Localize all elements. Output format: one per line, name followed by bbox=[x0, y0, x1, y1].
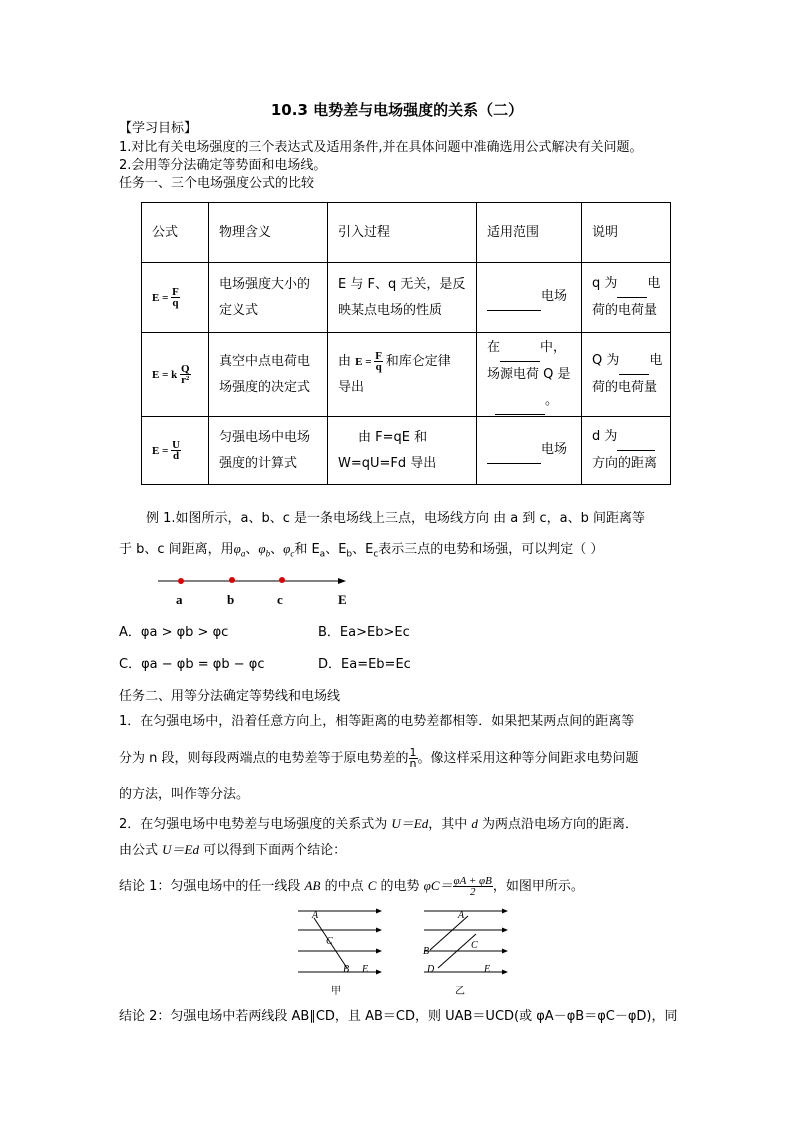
note-cell: Q 为 电 荷的电荷量 bbox=[582, 333, 671, 417]
conclusion-1: 结论 1：匀强电场中的任一线段 AB 的中点 C 的电势 φC＝ $\frac{\varphi A + \varphi B}{2}$ ，如图甲所示。 bbox=[119, 875, 584, 898]
label-c: c bbox=[277, 592, 283, 607]
arrow-icon bbox=[502, 970, 508, 975]
jia-label-b: B bbox=[343, 964, 350, 975]
table-row bbox=[142, 417, 671, 485]
formula-comparison-table bbox=[141, 202, 671, 485]
jia-label-a: A bbox=[312, 910, 319, 921]
process-cell: 由 E = $\frac{F}{q}$ 和库仑定律 导出 bbox=[328, 333, 477, 417]
arrow-icon bbox=[338, 578, 346, 584]
table-header: 引入过程 bbox=[328, 203, 477, 263]
table-header-row bbox=[142, 203, 671, 263]
yi-label-a: A bbox=[458, 910, 465, 921]
label-e: E bbox=[338, 592, 347, 607]
formula-uniform-field: E = $\frac{U}{d}$ bbox=[152, 439, 181, 463]
yi-label-c: C bbox=[471, 940, 478, 951]
task2-p2-line2: 由公式 U＝Ed 可以得到下面两个结论： bbox=[119, 842, 347, 858]
task2-heading: 任务二、用等分法确定等势线和电场线 bbox=[119, 689, 341, 704]
formula-cell bbox=[142, 417, 209, 485]
point-c bbox=[279, 577, 285, 583]
label-a: a bbox=[176, 592, 183, 607]
task2-p1-line3: 的方法，叫作等分法。 bbox=[119, 787, 250, 802]
meaning-cell: 电场强度大小的 定义式 bbox=[209, 263, 328, 333]
yi-label-e: E bbox=[484, 964, 491, 975]
formula-cell bbox=[142, 333, 209, 417]
formula-point-charge: E = k $\frac{Q}{\text{r²}}$ bbox=[152, 363, 190, 387]
option-b: B．Ea>Eb>Ec bbox=[318, 625, 410, 640]
segment-ab bbox=[430, 916, 468, 950]
objectives-heading: 【学习目标】 bbox=[119, 121, 198, 136]
caption-jia: 甲 bbox=[331, 986, 341, 997]
task1-heading: 任务一、三个电场强度公式的比较 bbox=[119, 176, 315, 191]
example1-line1: 例 1.如图所示，a、b、c 是一条电场线上三点，电场线方向 由 a 到 c，a、b 间距离等 bbox=[146, 511, 646, 526]
arrow-icon bbox=[376, 928, 382, 933]
objective-1: 1.对比有关电场强度的三个表达式及适用条件,并在具体问题中准确选用公式解决有关问题。 bbox=[119, 140, 643, 155]
objective-2: 2.会用等分法确定等势面和电场线。 bbox=[119, 158, 327, 173]
label-b: b bbox=[227, 592, 235, 607]
table-header: 说明 bbox=[582, 203, 671, 263]
point-a bbox=[178, 578, 184, 584]
point-b bbox=[229, 577, 235, 583]
option-a: A．φa > φb > φc bbox=[119, 625, 229, 640]
meaning-cell: 真空中点电荷电 场强度的决定式 bbox=[209, 333, 328, 417]
table-row bbox=[142, 333, 671, 417]
scope-cell: 电场 bbox=[477, 263, 582, 333]
table-header: 物理含义 bbox=[209, 203, 328, 263]
process-cell: E 与 F、q 无关，是反 映某点电场的性质 bbox=[328, 263, 477, 333]
conclusion-2: 结论 2：匀强电场中若两线段 AB∥CD，且 AB＝CD，则 UAB＝UCD(或 φA－φB＝φC－φD)，同 bbox=[119, 1009, 678, 1024]
caption-yi: 乙 bbox=[455, 986, 465, 997]
formula-cell bbox=[142, 263, 209, 333]
figure-jia bbox=[292, 906, 392, 981]
task2-p1-line1: 1．在匀强电场中，沿着任意方向上，相等距离的电势差都相等．如果把某两点间的距离等 bbox=[119, 714, 635, 729]
task2-p2-line1: 2．在匀强电场中电势差与电场强度的关系式为 U＝Ed，其中 d 为两点沿电场方向的距离． bbox=[119, 816, 639, 832]
option-d: D．Ea=Eb=Ec bbox=[318, 657, 411, 672]
arrow-icon bbox=[376, 909, 382, 914]
table-header: 公式 bbox=[142, 203, 209, 263]
yi-label-d: D bbox=[427, 964, 435, 975]
arrow-icon bbox=[502, 928, 508, 933]
scope-cell: 在 中， 场源电荷 Q 是 。 bbox=[477, 333, 582, 417]
scope-cell: 电场 bbox=[477, 417, 582, 485]
page-title: 10.3 电势差与电场强度的关系（二） bbox=[270, 101, 524, 119]
note-cell: d 为 方向的距离 bbox=[582, 417, 671, 485]
jia-label-c: C bbox=[326, 936, 333, 947]
yi-label-b: B bbox=[423, 946, 430, 957]
example1-line2: 于 b、c 间距离，用$\varphi_a$、$\varphi_b$、$\varphi_c$和 $E_a$、$E_b$、$E_c$表示三点的电势和场强，可以判定（ ） bbox=[119, 541, 604, 560]
jia-label-e: E bbox=[362, 964, 369, 975]
arrow-icon bbox=[376, 970, 382, 975]
note-cell: q 为 电 荷的电荷量 bbox=[582, 263, 671, 333]
task2-p1-line2: 分为 n 段，则每段两端点的电势差等于原电势差的 $\frac{1}{n}$ 。像这样采用这种等分间距求电势问题 bbox=[119, 746, 639, 770]
process-cell: 由 F=qE 和 W=qU=Fd 导出 bbox=[328, 417, 477, 485]
option-c: C．φa − φb = φb − φc bbox=[119, 657, 265, 672]
table-header: 适用范围 bbox=[477, 203, 582, 263]
formula-definition: E = $\frac{F}{q}$ bbox=[152, 286, 179, 310]
table-row bbox=[142, 263, 671, 333]
arrow-icon bbox=[376, 949, 382, 954]
arrow-icon bbox=[502, 909, 508, 914]
meaning-cell: 匀强电场中电场 强度的计算式 bbox=[209, 417, 328, 485]
arrow-icon bbox=[502, 949, 508, 954]
